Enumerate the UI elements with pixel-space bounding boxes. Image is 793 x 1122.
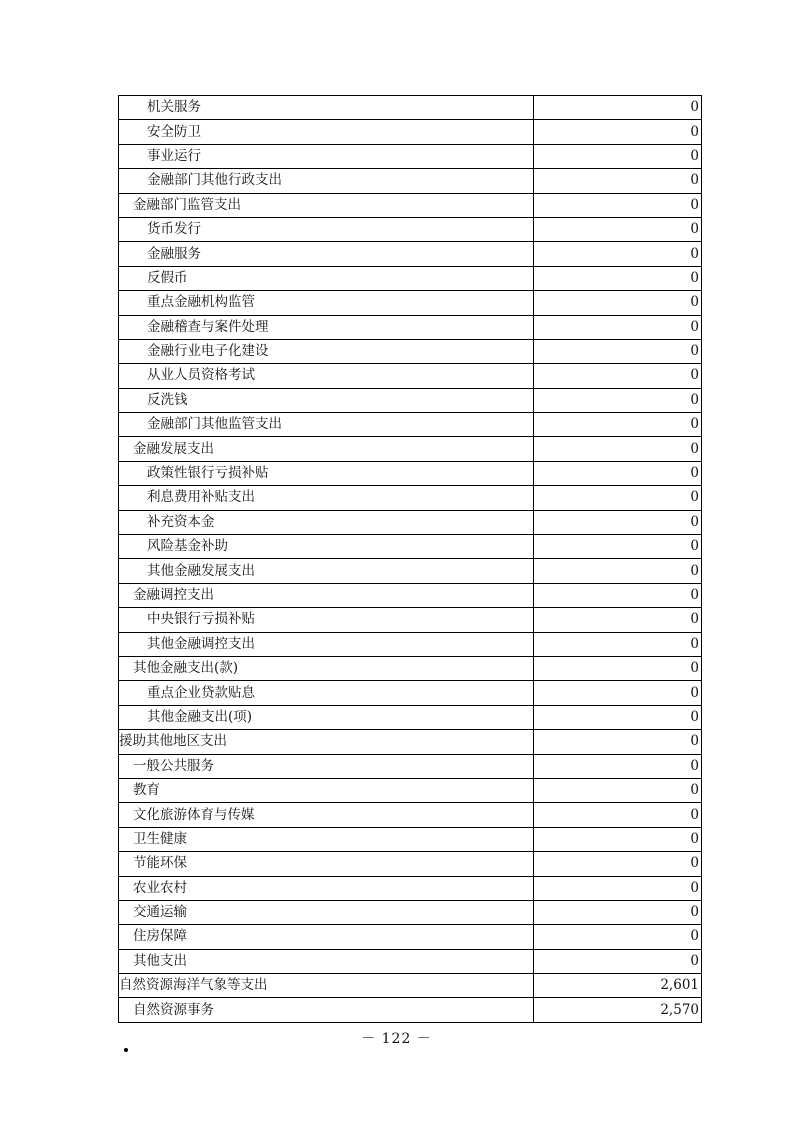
row-label: 重点企业贷款贴息 — [119, 681, 534, 705]
row-value: 0 — [534, 242, 702, 266]
table-row — [119, 974, 702, 998]
row-value: 0 — [534, 266, 702, 290]
row-label: 货币发行 — [119, 217, 534, 241]
row-label: 自然资源事务 — [119, 998, 534, 1022]
row-value: 0 — [534, 608, 702, 632]
table-row — [119, 656, 702, 680]
row-value: 0 — [534, 876, 702, 900]
row-label: 金融行业电子化建设 — [119, 339, 534, 363]
row-label: 农业农村 — [119, 876, 534, 900]
table-row — [119, 364, 702, 388]
table-row — [119, 949, 702, 973]
row-label: 卫生健康 — [119, 827, 534, 851]
table-row — [119, 803, 702, 827]
row-value: 0 — [534, 388, 702, 412]
row-value: 0 — [534, 96, 702, 120]
table-row — [119, 754, 702, 778]
table-row — [119, 510, 702, 534]
row-label: 从业人员资格考试 — [119, 364, 534, 388]
row-value: 2,601 — [534, 974, 702, 998]
budget-table — [118, 95, 702, 1023]
table-row — [119, 169, 702, 193]
row-label: 金融稽查与案件处理 — [119, 315, 534, 339]
row-label: 利息费用补贴支出 — [119, 486, 534, 510]
table-row — [119, 291, 702, 315]
row-label: 反洗钱 — [119, 388, 534, 412]
row-label: 机关服务 — [119, 96, 534, 120]
row-value: 0 — [534, 169, 702, 193]
row-value: 0 — [534, 900, 702, 924]
table-row — [119, 632, 702, 656]
table-row — [119, 925, 702, 949]
table-row — [119, 217, 702, 241]
row-value: 0 — [534, 364, 702, 388]
row-value: 0 — [534, 339, 702, 363]
row-label: 政策性银行亏损补贴 — [119, 461, 534, 485]
row-value: 0 — [534, 827, 702, 851]
row-label: 其他金融支出(款) — [119, 656, 534, 680]
row-label: 住房保障 — [119, 925, 534, 949]
row-value: 0 — [534, 535, 702, 559]
row-label: 补充资本金 — [119, 510, 534, 534]
table-row — [119, 437, 702, 461]
table-row — [119, 778, 702, 802]
row-label: 中央银行亏损补贴 — [119, 608, 534, 632]
row-label: 重点金融机构监管 — [119, 291, 534, 315]
row-label: 安全防卫 — [119, 120, 534, 144]
page-number: － 122 － — [361, 1031, 432, 1047]
row-value: 0 — [534, 291, 702, 315]
row-value: 0 — [534, 730, 702, 754]
row-value: 0 — [534, 510, 702, 534]
table-row — [119, 876, 702, 900]
table-row — [119, 388, 702, 412]
table-row — [119, 193, 702, 217]
table-row — [119, 583, 702, 607]
row-label: 金融部门其他监管支出 — [119, 413, 534, 437]
row-label: 其他金融调控支出 — [119, 632, 534, 656]
row-label: 交通运输 — [119, 900, 534, 924]
table-row — [119, 120, 702, 144]
row-label: 风险基金补助 — [119, 535, 534, 559]
row-value: 0 — [534, 559, 702, 583]
row-label: 节能环保 — [119, 852, 534, 876]
table-row — [119, 242, 702, 266]
row-label: 其他金融支出(项) — [119, 705, 534, 729]
budget-table-body — [119, 96, 702, 1023]
table-row — [119, 900, 702, 924]
row-value: 0 — [534, 852, 702, 876]
table-row — [119, 608, 702, 632]
table-row — [119, 535, 702, 559]
row-value: 0 — [534, 583, 702, 607]
row-value: 0 — [534, 778, 702, 802]
row-value: 0 — [534, 217, 702, 241]
row-value: 0 — [534, 656, 702, 680]
row-label: 金融部门监管支出 — [119, 193, 534, 217]
row-label: 金融调控支出 — [119, 583, 534, 607]
row-value: 0 — [534, 315, 702, 339]
row-label: 援助其他地区支出 — [119, 730, 534, 754]
row-value: 0 — [534, 705, 702, 729]
row-value: 0 — [534, 949, 702, 973]
table-row — [119, 559, 702, 583]
row-label: 事业运行 — [119, 144, 534, 168]
table-row — [119, 144, 702, 168]
row-value: 0 — [534, 681, 702, 705]
row-label: 反假币 — [119, 266, 534, 290]
table-row — [119, 827, 702, 851]
table-row — [119, 266, 702, 290]
row-value: 0 — [534, 486, 702, 510]
row-value: 0 — [534, 144, 702, 168]
row-value: 0 — [534, 803, 702, 827]
table-row — [119, 998, 702, 1022]
table-row — [119, 681, 702, 705]
table-row — [119, 730, 702, 754]
row-value: 0 — [534, 193, 702, 217]
table-row — [119, 461, 702, 485]
row-value: 0 — [534, 632, 702, 656]
row-value: 0 — [534, 413, 702, 437]
row-label: 其他金融发展支出 — [119, 559, 534, 583]
row-label: 文化旅游体育与传媒 — [119, 803, 534, 827]
row-value: 0 — [534, 120, 702, 144]
row-value: 0 — [534, 437, 702, 461]
table-row — [119, 339, 702, 363]
row-label: 一般公共服务 — [119, 754, 534, 778]
table-row — [119, 413, 702, 437]
bullet-dot — [124, 1048, 128, 1052]
row-value: 0 — [534, 925, 702, 949]
table-row — [119, 852, 702, 876]
table-row — [119, 96, 702, 120]
row-label: 金融服务 — [119, 242, 534, 266]
row-label: 金融部门其他行政支出 — [119, 169, 534, 193]
row-value: 2,570 — [534, 998, 702, 1022]
row-label: 其他支出 — [119, 949, 534, 973]
row-label: 教育 — [119, 778, 534, 802]
row-value: 0 — [534, 461, 702, 485]
row-value: 0 — [534, 754, 702, 778]
table-row — [119, 486, 702, 510]
table-row — [119, 705, 702, 729]
table-row — [119, 315, 702, 339]
row-label: 自然资源海洋气象等支出 — [119, 974, 534, 998]
row-label: 金融发展支出 — [119, 437, 534, 461]
